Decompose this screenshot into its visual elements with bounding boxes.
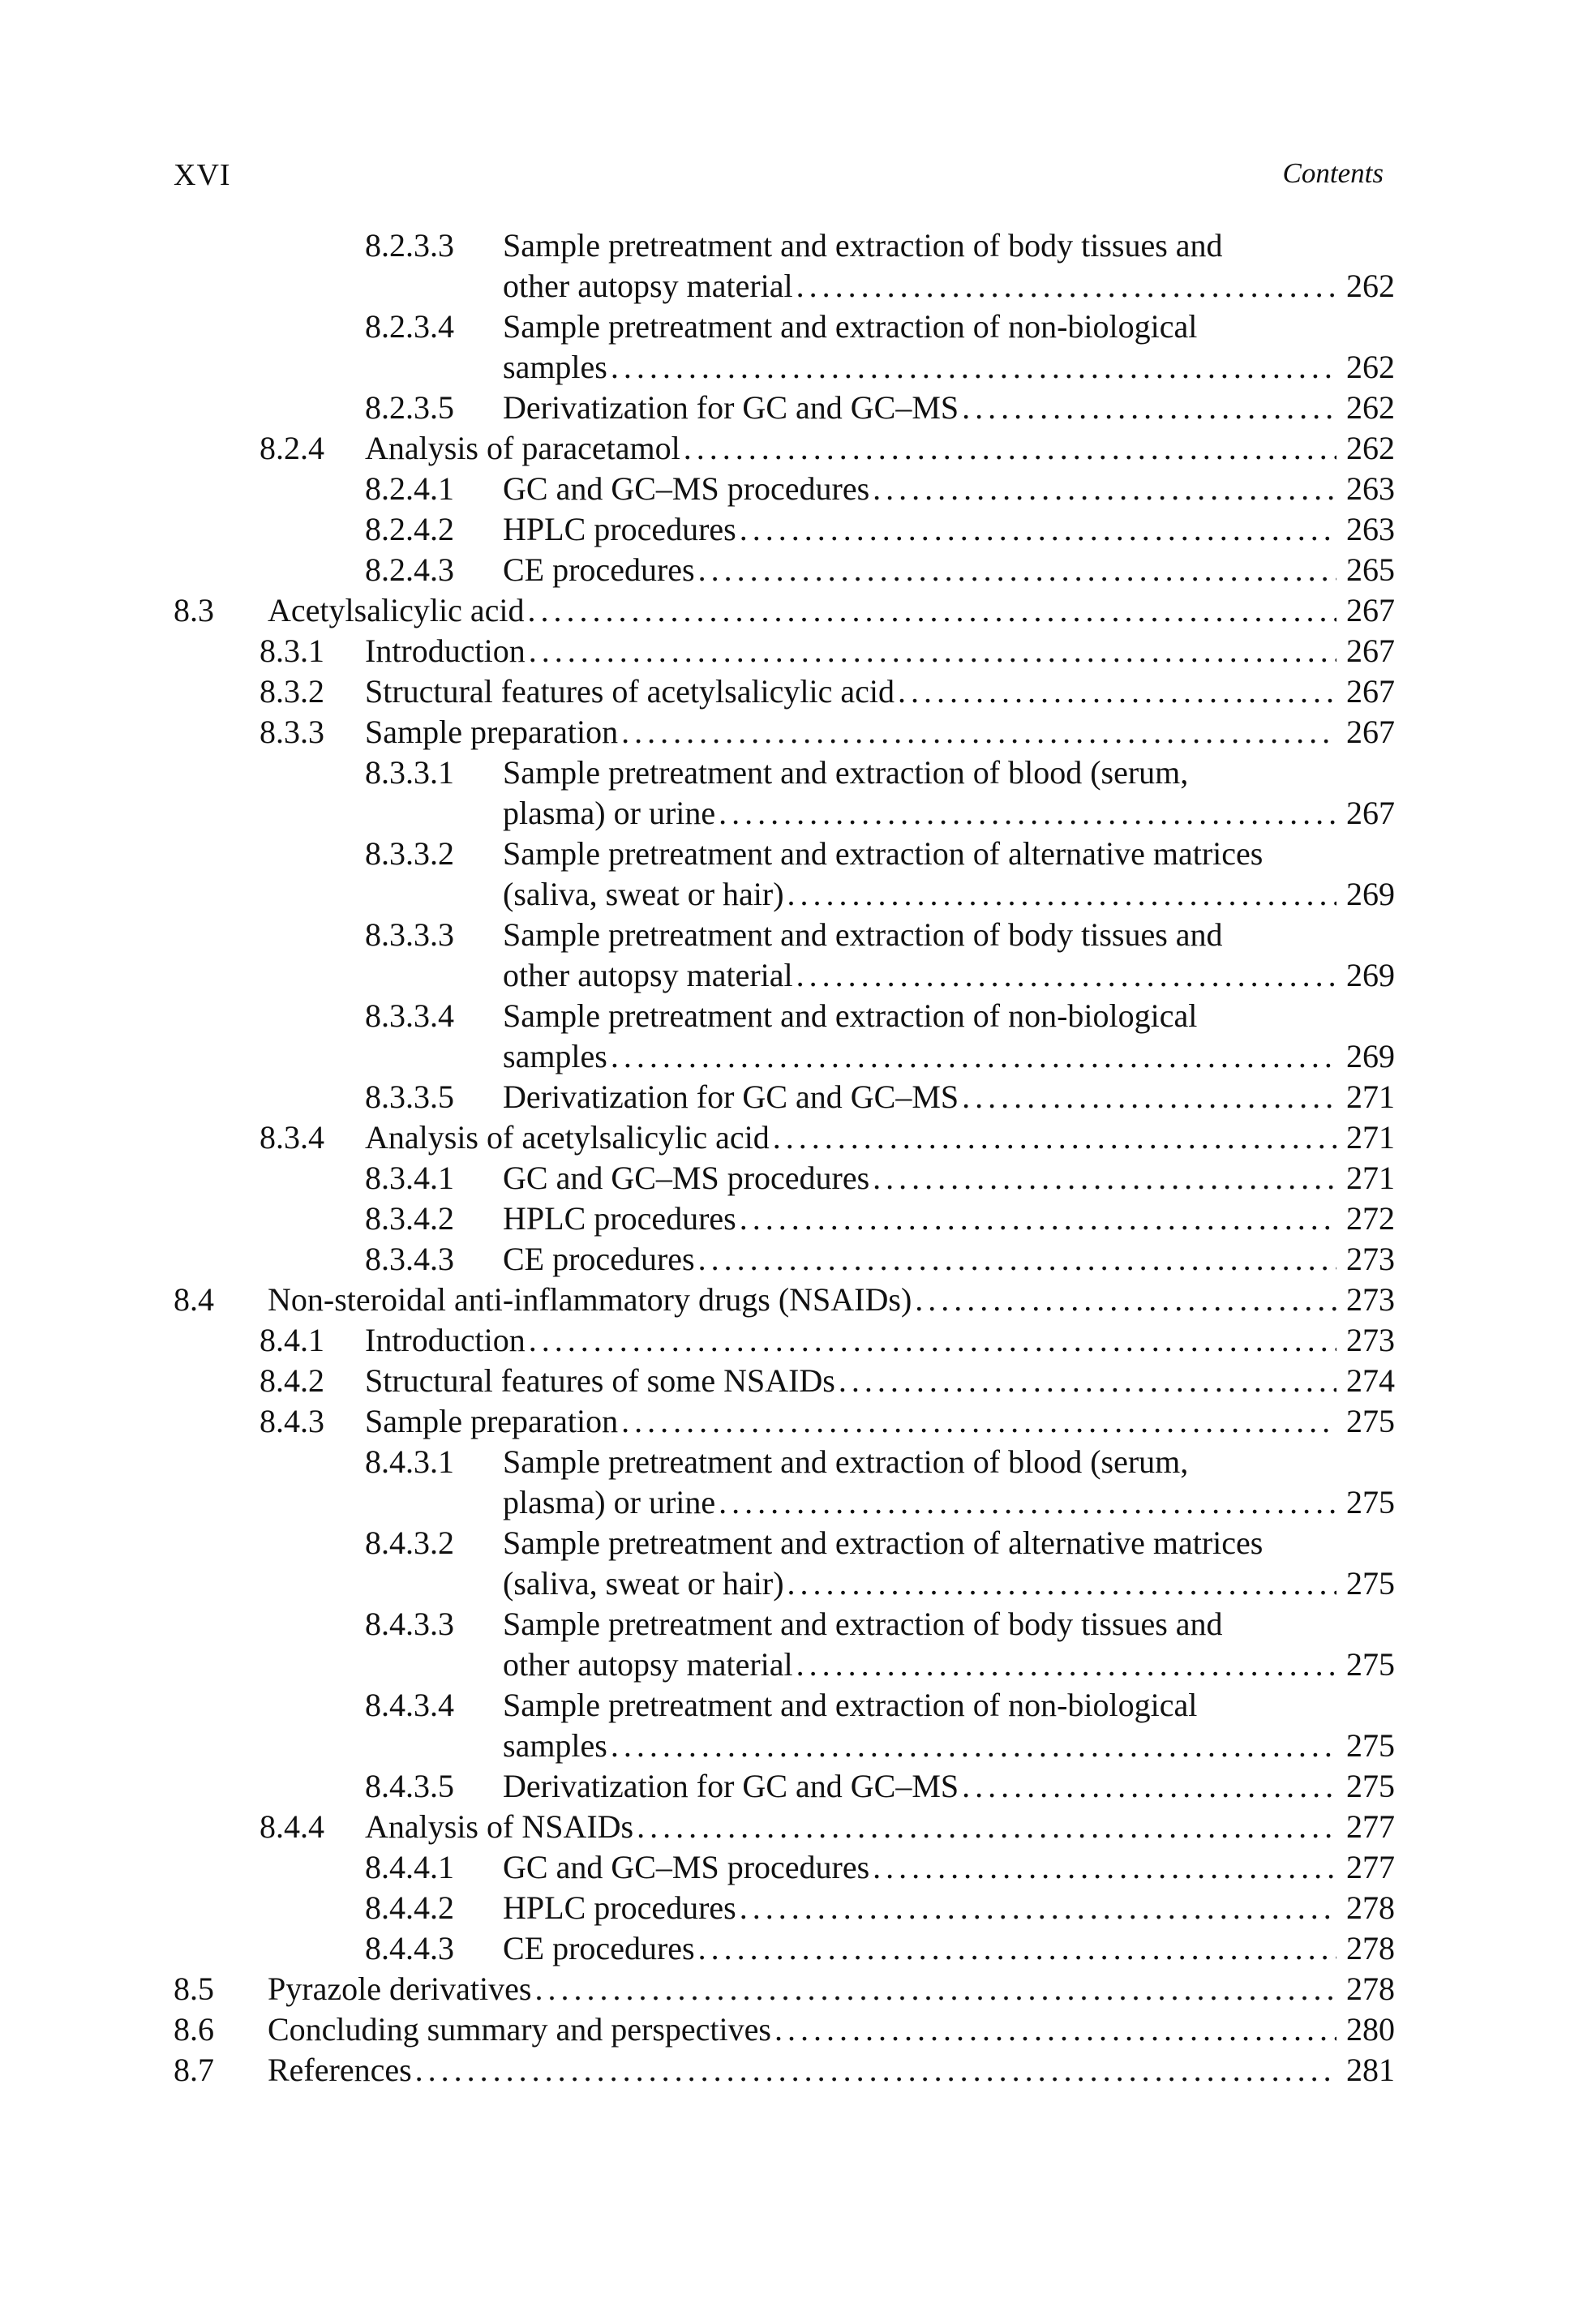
toc-entry-title: [268, 2009, 1395, 2050]
toc-entry-title: [365, 671, 1395, 712]
toc-entry-last-line: [268, 590, 1395, 631]
toc-entry[interactable]: [0, 1523, 1596, 1604]
toc-entry-number: 8.3: [174, 592, 214, 628]
toc-entry-title-text: samples: [503, 1727, 607, 1764]
toc-entry-last-line: [365, 712, 1395, 753]
toc-entry-title: [503, 1523, 1395, 1604]
dot-leader: [611, 1036, 1336, 1077]
toc-entry-number: 8.4.3.5: [365, 1768, 454, 1804]
toc-entry-page: 269: [1346, 1038, 1395, 1074]
toc-entry-title: [503, 1685, 1395, 1766]
toc-entry-title-text: Introduction: [365, 1322, 526, 1358]
toc-entry-title-text: Sample preparation: [365, 714, 619, 750]
toc-entry-last-line: [503, 955, 1395, 996]
toc-entry[interactable]: [0, 550, 1596, 590]
toc-entry-title-line: Sample pretreatment and extraction of body tissues and: [503, 1606, 1223, 1642]
toc-entry-last-line: [503, 1847, 1395, 1888]
toc-entry-title-text: GC and GC–MS procedures: [503, 470, 870, 507]
toc-entry-number: 8.3.3.1: [365, 754, 454, 791]
toc-entry-title: [503, 1239, 1395, 1280]
toc-entry-number: 8.3.4.1: [365, 1160, 454, 1196]
toc-entry-number: 8.4.4.1: [365, 1849, 454, 1885]
toc-entry-last-line: [503, 1726, 1395, 1766]
toc-entry-title-text: Analysis of NSAIDs: [365, 1808, 634, 1845]
toc-entry-title: [503, 1199, 1395, 1239]
toc-entry-page: 272: [1346, 1200, 1395, 1237]
dot-leader: [529, 631, 1336, 671]
toc-entry-last-line: [268, 1280, 1395, 1320]
toc-entry-number: 8.3.3.4: [365, 997, 454, 1034]
dot-leader: [873, 1158, 1336, 1199]
toc-entry-last-line: [365, 1117, 1395, 1158]
toc-entry-number: 8.4.2: [260, 1362, 324, 1399]
toc-entry-title-line: Sample pretreatment and extraction of non-biological: [503, 997, 1198, 1034]
toc-entry-title-text: GC and GC–MS procedures: [503, 1849, 870, 1885]
toc-entry-number: 8.3.4: [260, 1119, 324, 1156]
toc-entry[interactable]: [0, 915, 1596, 996]
toc-entry-page: 281: [1346, 2052, 1395, 2088]
toc-entry-title: [268, 2050, 1395, 2091]
toc-entry-page: 275: [1346, 1646, 1395, 1683]
toc-entry-number: 8.2.4: [260, 430, 324, 466]
toc-entry[interactable]: [0, 1401, 1596, 1442]
toc-entry-page: 263: [1346, 511, 1395, 547]
toc-entry-title: [503, 1928, 1395, 1969]
dot-leader: [529, 1320, 1336, 1361]
toc-entry[interactable]: [0, 712, 1596, 753]
toc-entry-number: 8.4: [174, 1281, 214, 1318]
toc-entry[interactable]: [0, 1077, 1596, 1117]
toc-entry-title-text: samples: [503, 1038, 607, 1074]
toc-entry-number: 8.3.4.3: [365, 1241, 454, 1277]
toc-entry-title-line: Sample pretreatment and extraction of blood (serum,: [503, 1443, 1189, 1480]
toc-entry-last-line: [503, 1766, 1395, 1807]
toc-entry[interactable]: [0, 307, 1596, 388]
toc-entry-title-text: CE procedures: [503, 1930, 695, 1966]
toc-entry-page: 275: [1346, 1403, 1395, 1439]
toc-entry-title: [503, 834, 1395, 915]
dot-leader: [873, 469, 1336, 509]
toc-entry-title: [365, 1117, 1395, 1158]
toc-entry[interactable]: [0, 671, 1596, 712]
toc-entry-page: 277: [1346, 1808, 1395, 1845]
toc-entry[interactable]: [0, 834, 1596, 915]
toc-entry-last-line: [503, 1036, 1395, 1077]
toc-entry-last-line: [503, 1077, 1395, 1117]
toc-entry[interactable]: [0, 225, 1596, 307]
toc-entry-title: [365, 428, 1395, 469]
toc-entry-title-text: Derivatization for GC and GC–MS: [503, 389, 959, 426]
running-title: Contents: [1282, 157, 1384, 189]
toc-entry[interactable]: [0, 1199, 1596, 1239]
toc-entry[interactable]: [0, 1766, 1596, 1807]
toc-entry[interactable]: [0, 1442, 1596, 1523]
toc-entry-title: [503, 1158, 1395, 1199]
toc-entry-title-line: Sample pretreatment and extraction of non-biological: [503, 1687, 1198, 1723]
toc-entry-title-text: plasma) or urine: [503, 795, 716, 831]
toc-entry-number: 8.3.4.2: [365, 1200, 454, 1237]
toc-entry-page: 262: [1346, 430, 1395, 466]
toc-entry-title-text: other autopsy material: [503, 268, 793, 304]
toc-entry-title: [268, 1280, 1395, 1320]
dot-leader: [796, 1645, 1336, 1685]
toc-entry[interactable]: [0, 1969, 1596, 2009]
table-of-contents: [0, 225, 1596, 2091]
toc-entry-title: [503, 225, 1395, 307]
toc-entry-last-line: [365, 428, 1395, 469]
toc-entry-number: 8.4.3.2: [365, 1525, 454, 1561]
toc-entry-title-text: (saliva, sweat or hair): [503, 876, 784, 912]
toc-entry[interactable]: [0, 996, 1596, 1077]
toc-entry-title-line: Sample pretreatment and extraction of alternative matrices: [503, 1525, 1264, 1561]
dot-leader: [621, 1401, 1336, 1442]
toc-entry-number: 8.3.2: [260, 673, 324, 710]
dot-leader: [415, 2050, 1336, 2091]
toc-entry-title: [365, 1807, 1395, 1847]
toc-entry-last-line: [365, 1361, 1395, 1401]
toc-entry-page: 275: [1346, 1768, 1395, 1804]
toc-entry-number: 8.3.3.5: [365, 1079, 454, 1115]
toc-entry[interactable]: [0, 590, 1596, 631]
toc-entry-title: [268, 590, 1395, 631]
toc-entry[interactable]: [0, 1847, 1596, 1888]
toc-entry[interactable]: [0, 469, 1596, 509]
toc-entry-title-text: HPLC procedures: [503, 511, 736, 547]
toc-entry-title-text: Acetylsalicylic acid: [268, 592, 525, 628]
toc-entry-title-text: Structural features of some NSAIDs: [365, 1362, 835, 1399]
toc-entry-number: 8.2.3.4: [365, 308, 454, 345]
toc-entry-number: 8.4.4: [260, 1808, 324, 1845]
toc-entry-last-line: [503, 1888, 1395, 1928]
toc-entry-title: [503, 1847, 1395, 1888]
toc-entry-title-line: Sample pretreatment and extraction of non-biological: [503, 308, 1198, 345]
toc-entry-page: 262: [1346, 389, 1395, 426]
toc-entry[interactable]: [0, 753, 1596, 834]
toc-entry[interactable]: [0, 428, 1596, 469]
toc-entry-page: 262: [1346, 268, 1395, 304]
toc-entry[interactable]: [0, 1320, 1596, 1361]
toc-entry-title: [503, 469, 1395, 509]
toc-entry-title-text: Structural features of acetylsalicylic acid: [365, 673, 895, 710]
toc-entry-title: [365, 631, 1395, 671]
toc-entry-number: 8.2.4.3: [365, 551, 454, 588]
toc-entry-title: [503, 996, 1395, 1077]
toc-entry-title: [268, 1969, 1395, 2009]
toc-entry-page: 267: [1346, 633, 1395, 669]
toc-entry-title: [503, 307, 1395, 388]
toc-entry-title: [365, 712, 1395, 753]
toc-entry-page: 271: [1346, 1160, 1395, 1196]
toc-entry-title: [503, 1604, 1395, 1685]
dot-leader: [684, 428, 1336, 469]
toc-entry-number: 8.4.3: [260, 1403, 324, 1439]
dot-leader: [915, 1280, 1336, 1320]
toc-entry-last-line: [268, 2009, 1395, 2050]
toc-entry[interactable]: [0, 1280, 1596, 1320]
toc-entry-last-line: [503, 388, 1395, 428]
toc-entry-title-text: Sample preparation: [365, 1403, 619, 1439]
toc-entry-last-line: [503, 1158, 1395, 1199]
toc-entry-last-line: [503, 1239, 1395, 1280]
toc-entry-title: [503, 753, 1395, 834]
toc-entry-title-text: plasma) or urine: [503, 1484, 716, 1520]
toc-entry-title: [365, 1401, 1395, 1442]
toc-entry-title-line: Sample pretreatment and extraction of blood (serum,: [503, 754, 1189, 791]
toc-entry-page: 280: [1346, 2011, 1395, 2048]
toc-entry-last-line: [503, 469, 1395, 509]
toc-entry-last-line: [268, 2050, 1395, 2091]
toc-entry-title-line: Sample pretreatment and extraction of body tissues and: [503, 227, 1223, 264]
toc-entry-page: 267: [1346, 592, 1395, 628]
toc-entry-number: 8.4.4.3: [365, 1930, 454, 1966]
toc-entry-page: 269: [1346, 876, 1395, 912]
toc-entry[interactable]: [0, 631, 1596, 671]
toc-entry-title-text: Non-steroidal anti-inflammatory drugs (NSAIDs): [268, 1281, 912, 1318]
dot-leader: [787, 1563, 1336, 1604]
toc-entry-number: 8.2.4.2: [365, 511, 454, 547]
toc-entry-page: 275: [1346, 1727, 1395, 1764]
toc-entry-title-text: References: [268, 2052, 412, 2088]
toc-entry-page: 263: [1346, 470, 1395, 507]
dot-leader: [534, 1969, 1336, 2009]
toc-entry-number: 8.2.3.5: [365, 389, 454, 426]
dot-leader: [898, 671, 1336, 712]
toc-entry-last-line: [365, 671, 1395, 712]
dot-leader: [962, 1766, 1336, 1807]
toc-entry-last-line: [365, 1807, 1395, 1847]
toc-entry-title: [503, 1766, 1395, 1807]
toc-entry-last-line: [268, 1969, 1395, 2009]
toc-entry-title: [365, 1320, 1395, 1361]
toc-entry-title-text: Derivatization for GC and GC–MS: [503, 1079, 959, 1115]
toc-entry-title-text: HPLC procedures: [503, 1200, 736, 1237]
toc-entry-last-line: [365, 1401, 1395, 1442]
toc-entry-last-line: [503, 509, 1395, 550]
toc-entry-page: 275: [1346, 1484, 1395, 1520]
toc-entry-title-text: GC and GC–MS procedures: [503, 1160, 870, 1196]
dot-leader: [698, 1928, 1336, 1969]
toc-entry-page: 275: [1346, 1565, 1395, 1602]
dot-leader: [637, 1807, 1336, 1847]
toc-entry-number: 8.5: [174, 1970, 214, 2007]
toc-entry-last-line: [503, 550, 1395, 590]
dot-leader: [962, 388, 1336, 428]
dot-leader: [962, 1077, 1336, 1117]
toc-entry-title-text: HPLC procedures: [503, 1889, 736, 1926]
toc-entry-number: 8.4.1: [260, 1322, 324, 1358]
dot-leader: [698, 1239, 1336, 1280]
toc-entry-number: 8.2.4.1: [365, 470, 454, 507]
dot-leader: [740, 1199, 1336, 1239]
toc-entry-number: 8.7: [174, 2052, 214, 2088]
toc-entry-last-line: [365, 631, 1395, 671]
toc-entry-page: 267: [1346, 673, 1395, 710]
toc-entry-page: 267: [1346, 714, 1395, 750]
toc-entry-title-text: Derivatization for GC and GC–MS: [503, 1768, 959, 1804]
toc-entry-number: 8.4.3.4: [365, 1687, 454, 1723]
toc-entry-page: 274: [1346, 1362, 1395, 1399]
toc-entry-page: 269: [1346, 957, 1395, 993]
toc-entry-title-text: samples: [503, 349, 607, 385]
toc-entry-title: [365, 1361, 1395, 1401]
toc-entry-title: [503, 1888, 1395, 1928]
toc-entry[interactable]: [0, 509, 1596, 550]
toc-entry[interactable]: [0, 2009, 1596, 2050]
toc-entry-page: 271: [1346, 1119, 1395, 1156]
toc-entry-page: 267: [1346, 795, 1395, 831]
dot-leader: [719, 793, 1336, 834]
toc-entry[interactable]: [0, 2050, 1596, 2091]
dot-leader: [611, 1726, 1336, 1766]
toc-entry-page: 277: [1346, 1849, 1395, 1885]
toc-entry-last-line: [503, 1645, 1395, 1685]
toc-entry-last-line: [503, 1199, 1395, 1239]
toc-entry-title: [503, 1077, 1395, 1117]
dot-leader: [528, 590, 1336, 631]
toc-entry-title: [503, 509, 1395, 550]
dot-leader: [740, 509, 1336, 550]
toc-entry[interactable]: [0, 1604, 1596, 1685]
dot-leader: [774, 2009, 1336, 2050]
toc-entry-page: 278: [1346, 1970, 1395, 2007]
toc-entry[interactable]: [0, 1928, 1596, 1969]
toc-entry-title-text: other autopsy material: [503, 1646, 793, 1683]
toc-entry-title: [503, 388, 1395, 428]
page-number: XVI: [174, 158, 231, 192]
toc-entry-page: 278: [1346, 1930, 1395, 1966]
toc-entry-number: 8.2.3.3: [365, 227, 454, 264]
toc-entry-title-text: Analysis of acetylsalicylic acid: [365, 1119, 770, 1156]
dot-leader: [621, 712, 1336, 753]
toc-entry-number: 8.3.3.3: [365, 916, 454, 953]
toc-entry-last-line: [503, 1928, 1395, 1969]
toc-entry[interactable]: [0, 388, 1596, 428]
toc-entry-title-line: Sample pretreatment and extraction of body tissues and: [503, 916, 1223, 953]
dot-leader: [611, 347, 1336, 388]
toc-entry-title-text: Pyrazole derivatives: [268, 1970, 532, 2007]
toc-entry-page: 265: [1346, 551, 1395, 588]
toc-entry-number: 8.3.3.2: [365, 835, 454, 872]
toc-entry-last-line: [503, 266, 1395, 307]
toc-entry-last-line: [503, 1482, 1395, 1523]
dot-leader: [773, 1117, 1336, 1158]
toc-entry-title: [503, 915, 1395, 996]
dot-leader: [873, 1847, 1336, 1888]
toc-entry-number: 8.4.3.1: [365, 1443, 454, 1480]
toc-entry-last-line: [503, 793, 1395, 834]
dot-leader: [787, 874, 1336, 915]
toc-entry-last-line: [365, 1320, 1395, 1361]
toc-entry-page: 262: [1346, 349, 1395, 385]
dot-leader: [796, 955, 1336, 996]
toc-entry-title: [503, 1442, 1395, 1523]
toc-entry-title-text: CE procedures: [503, 551, 695, 588]
dot-leader: [839, 1361, 1336, 1401]
dot-leader: [698, 550, 1336, 590]
toc-entry[interactable]: [0, 1807, 1596, 1847]
toc-entry-title-text: Concluding summary and perspectives: [268, 2011, 771, 2048]
toc-entry-title-text: Analysis of paracetamol: [365, 430, 680, 466]
toc-entry[interactable]: [0, 1117, 1596, 1158]
toc-entry-last-line: [503, 874, 1395, 915]
toc-entry-title-text: Introduction: [365, 633, 526, 669]
toc-entry-page: 271: [1346, 1079, 1395, 1115]
toc-entry[interactable]: [0, 1158, 1596, 1199]
toc-entry-title: [503, 550, 1395, 590]
toc-entry-page: 273: [1346, 1322, 1395, 1358]
toc-entry-number: 8.6: [174, 2011, 214, 2048]
toc-entry[interactable]: [0, 1239, 1596, 1280]
toc-entry-title-text: (saliva, sweat or hair): [503, 1565, 784, 1602]
toc-entry-number: 8.3.3: [260, 714, 324, 750]
toc-entry-last-line: [503, 347, 1395, 388]
dot-leader: [719, 1482, 1336, 1523]
toc-entry-page: 273: [1346, 1241, 1395, 1277]
dot-leader: [740, 1888, 1336, 1928]
toc-entry-page: 278: [1346, 1889, 1395, 1926]
toc-entry-title-text: other autopsy material: [503, 957, 793, 993]
toc-entry-number: 8.4.3.3: [365, 1606, 454, 1642]
toc-entry[interactable]: [0, 1361, 1596, 1401]
toc-entry[interactable]: [0, 1888, 1596, 1928]
toc-entry-title-text: CE procedures: [503, 1241, 695, 1277]
toc-entry[interactable]: [0, 1685, 1596, 1766]
toc-entry-number: 8.4.4.2: [365, 1889, 454, 1926]
toc-entry-number: 8.3.1: [260, 633, 324, 669]
toc-entry-last-line: [503, 1563, 1395, 1604]
toc-entry-title-line: Sample pretreatment and extraction of alternative matrices: [503, 835, 1264, 872]
dot-leader: [796, 266, 1336, 307]
toc-entry-page: 273: [1346, 1281, 1395, 1318]
